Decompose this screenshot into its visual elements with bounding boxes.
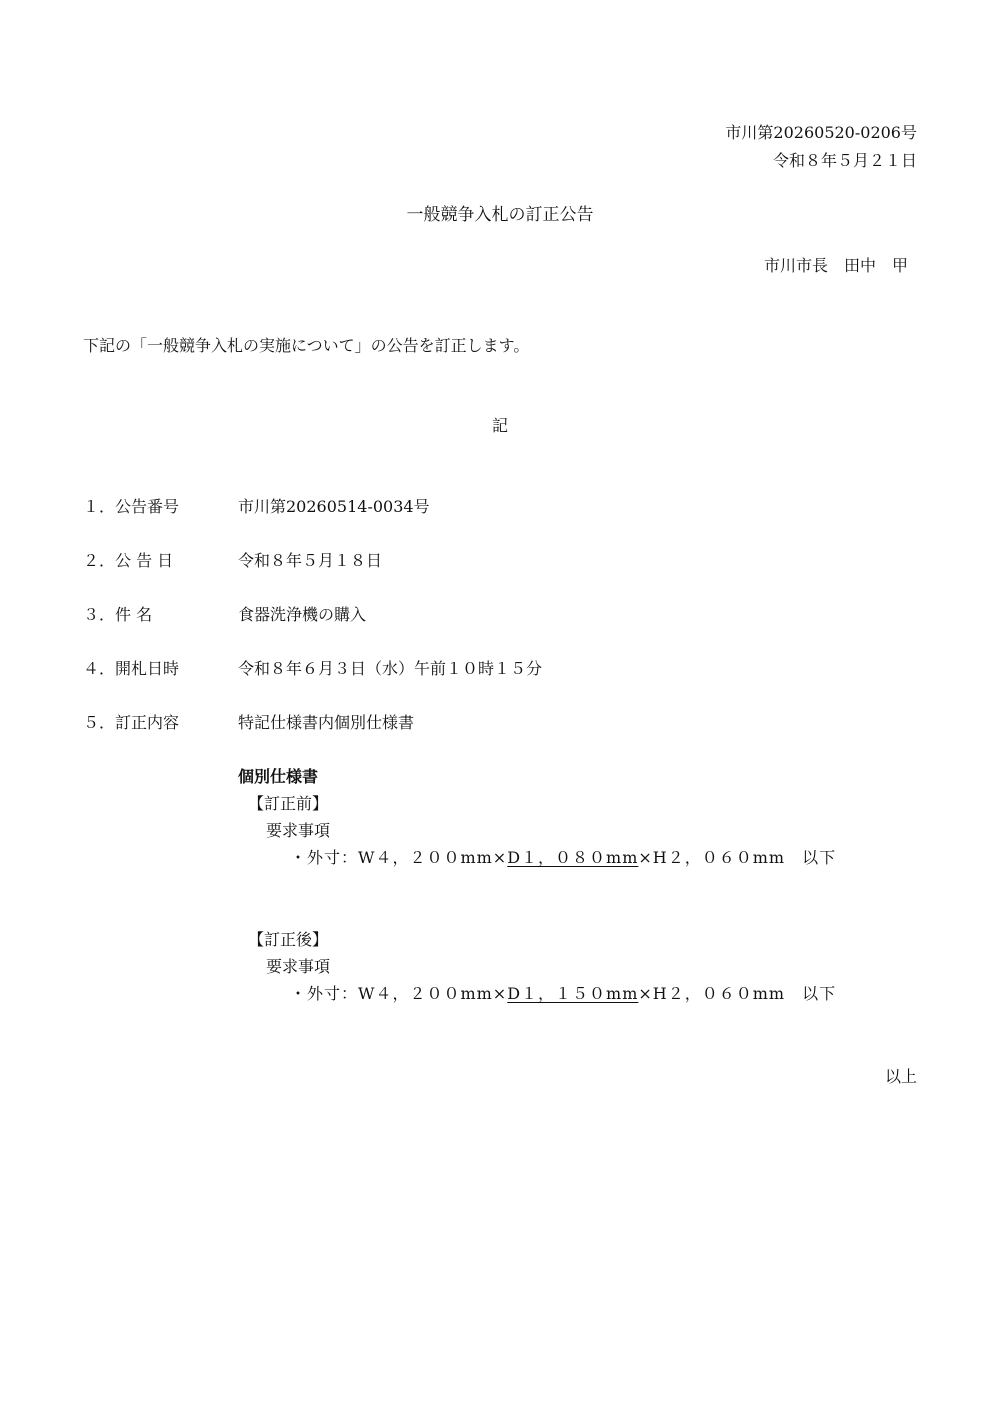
after-label: 【訂正後】 [248, 930, 329, 949]
item-label-notice-number: １．公告番号 [83, 497, 180, 516]
before-dimension-suffix: ×H２，０６０mm 以下 [638, 848, 837, 867]
document-number: 市川第20260520-0206号 [725, 123, 917, 142]
item-label-opening-datetime: ４．開札日時 [83, 659, 180, 678]
after-subheading: 要求事項 [266, 957, 331, 976]
after-dimension-line [290, 986, 836, 1002]
page-title: 一般競争入札の訂正公告 [406, 205, 594, 225]
document-date: 令和８年５月２１日 [772, 151, 917, 170]
ki-marker: 記 [491, 416, 508, 435]
spec-heading: 個別仕様書 [238, 767, 319, 786]
item-value-notice-number: 市川第20260514-0034号 [238, 497, 430, 516]
item-label-subject: ３．件 名 [83, 605, 153, 624]
after-dimension-suffix: ×H２，０６０mm 以下 [638, 984, 837, 1003]
item-label-correction-content: ５．訂正内容 [83, 713, 180, 732]
before-label: 【訂正前】 [248, 794, 329, 813]
item-value-correction-content: 特記仕様書内個別仕様書 [238, 713, 415, 732]
before-subheading: 要求事項 [266, 821, 331, 840]
intro-text: 下記の「一般競争入札の実施について」の公告を訂正します。 [83, 336, 530, 355]
item-value-opening-datetime: 令和８年６月３日（水）午前１０時１５分 [238, 659, 543, 678]
issuer: 市川市長 田中 甲 [763, 256, 908, 275]
before-dimension-prefix: ・外寸：W４，２００mm× [290, 848, 508, 867]
after-dimension-changed: D１，１５０mm [507, 984, 639, 1003]
before-dimension-changed: D１，０８０mm [507, 848, 639, 867]
before-dimension-line [290, 850, 836, 866]
after-dimension-prefix: ・外寸：W４，２００mm× [290, 984, 508, 1003]
item-label-notice-date: ２．公 告 日 [83, 551, 174, 570]
closing-text: 以上 [884, 1067, 917, 1086]
item-value-notice-date: 令和８年５月１８日 [238, 551, 383, 570]
item-value-subject: 食器洗浄機の購入 [238, 605, 367, 624]
